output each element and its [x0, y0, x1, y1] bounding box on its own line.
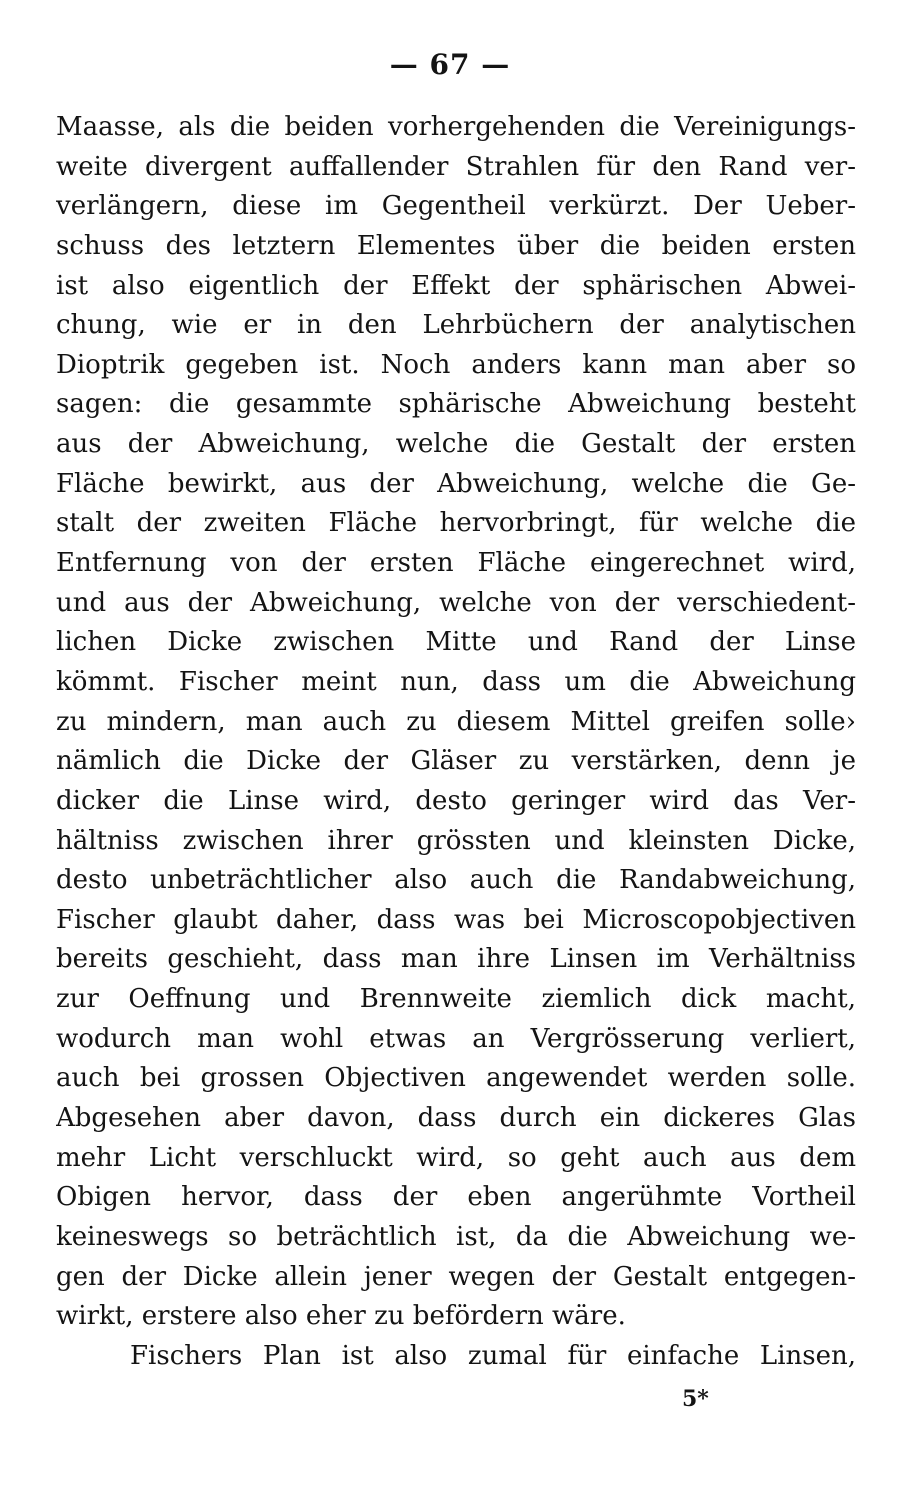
text-line: kömmt. Fischer meint nun, dass um die Abweichung: [56, 666, 856, 697]
text-line: sagen: die gesammte sphärische Abweichung besteht: [56, 389, 856, 420]
text-line: wodurch man wohl etwas an Vergrösserung verliert,: [56, 1023, 856, 1054]
text-line: ist also eigentlich der Effekt der sphärischen Abwei-: [56, 270, 856, 301]
text-line: hältniss zwischen ihrer grössten und kleinsten Dicke,: [56, 825, 856, 856]
text-line: Abgesehen aber davon, dass durch ein dickeres Glas: [56, 1103, 856, 1134]
text-line: zur Oeffnung und Brennweite ziemlich dick macht,: [56, 984, 856, 1015]
paragraph-start-line: Fischers Plan ist also zumal für einfache Linsen,: [130, 1340, 856, 1371]
text-line: verlängern, diese im Gegentheil verkürzt. Der Ueber-: [56, 191, 856, 222]
signature-mark: 5*: [682, 1386, 709, 1412]
text-line: Obigen hervor, dass der eben angerühmte Vortheil: [56, 1182, 856, 1213]
text-line: und aus der Abweichung, welche von der verschiedent-: [56, 587, 856, 618]
text-line: dicker die Linse wird, desto geringer wird das Ver-: [56, 785, 856, 816]
text-line: Fläche bewirkt, aus der Abweichung, welche die Ge-: [56, 468, 856, 499]
text-line: weite divergent auffallender Strahlen für den Rand ver-: [56, 151, 856, 182]
text-line: keineswegs so beträchtlich ist, da die Abweichung we-: [56, 1221, 856, 1252]
text-line: schuss des letztern Elementes über die beiden ersten: [56, 230, 856, 261]
text-line: gen der Dicke allein jener wegen der Gestalt entgegen-: [56, 1261, 856, 1292]
text-line: bereits geschieht, dass man ihre Linsen im Verhältniss: [56, 944, 856, 975]
text-line: nämlich die Dicke der Gläser zu verstärken, denn je: [56, 746, 856, 777]
page-number-header: — 67 —: [389, 48, 511, 81]
text-line: aus der Abweichung, welche die Gestalt der ersten: [56, 429, 856, 460]
text-line: mehr Licht verschluckt wird, so geht auch aus dem: [56, 1142, 856, 1173]
text-line: Entfernung von der ersten Fläche eingerechnet wird,: [56, 548, 856, 579]
body-text: [56, 108, 856, 1377]
text-line: chung, wie er in den Lehrbüchern der analytischen: [56, 310, 856, 341]
text-line: lichen Dicke zwischen Mitte und Rand der Linse: [56, 627, 856, 658]
text-line: Dioptrik gegeben ist. Noch anders kann man aber so: [56, 349, 856, 380]
text-line: stalt der zweiten Fläche hervorbringt, für welche die: [56, 508, 856, 539]
text-line: zu mindern, man auch zu diesem Mittel greifen solle›: [56, 706, 856, 737]
paragraph-end-line: wirkt, erstere also eher zu befördern wäre.: [56, 1301, 626, 1332]
text-line: auch bei grossen Objectiven angewendet werden solle.: [56, 1063, 856, 1094]
text-line: Maasse, als die beiden vorhergehenden die Vereinigungs-: [56, 112, 856, 142]
text-line: desto unbeträchtlicher also auch die Randabweichung,: [56, 865, 856, 896]
text-line: Fischer glaubt daher, dass was bei Microscopobjectiven: [56, 904, 856, 935]
